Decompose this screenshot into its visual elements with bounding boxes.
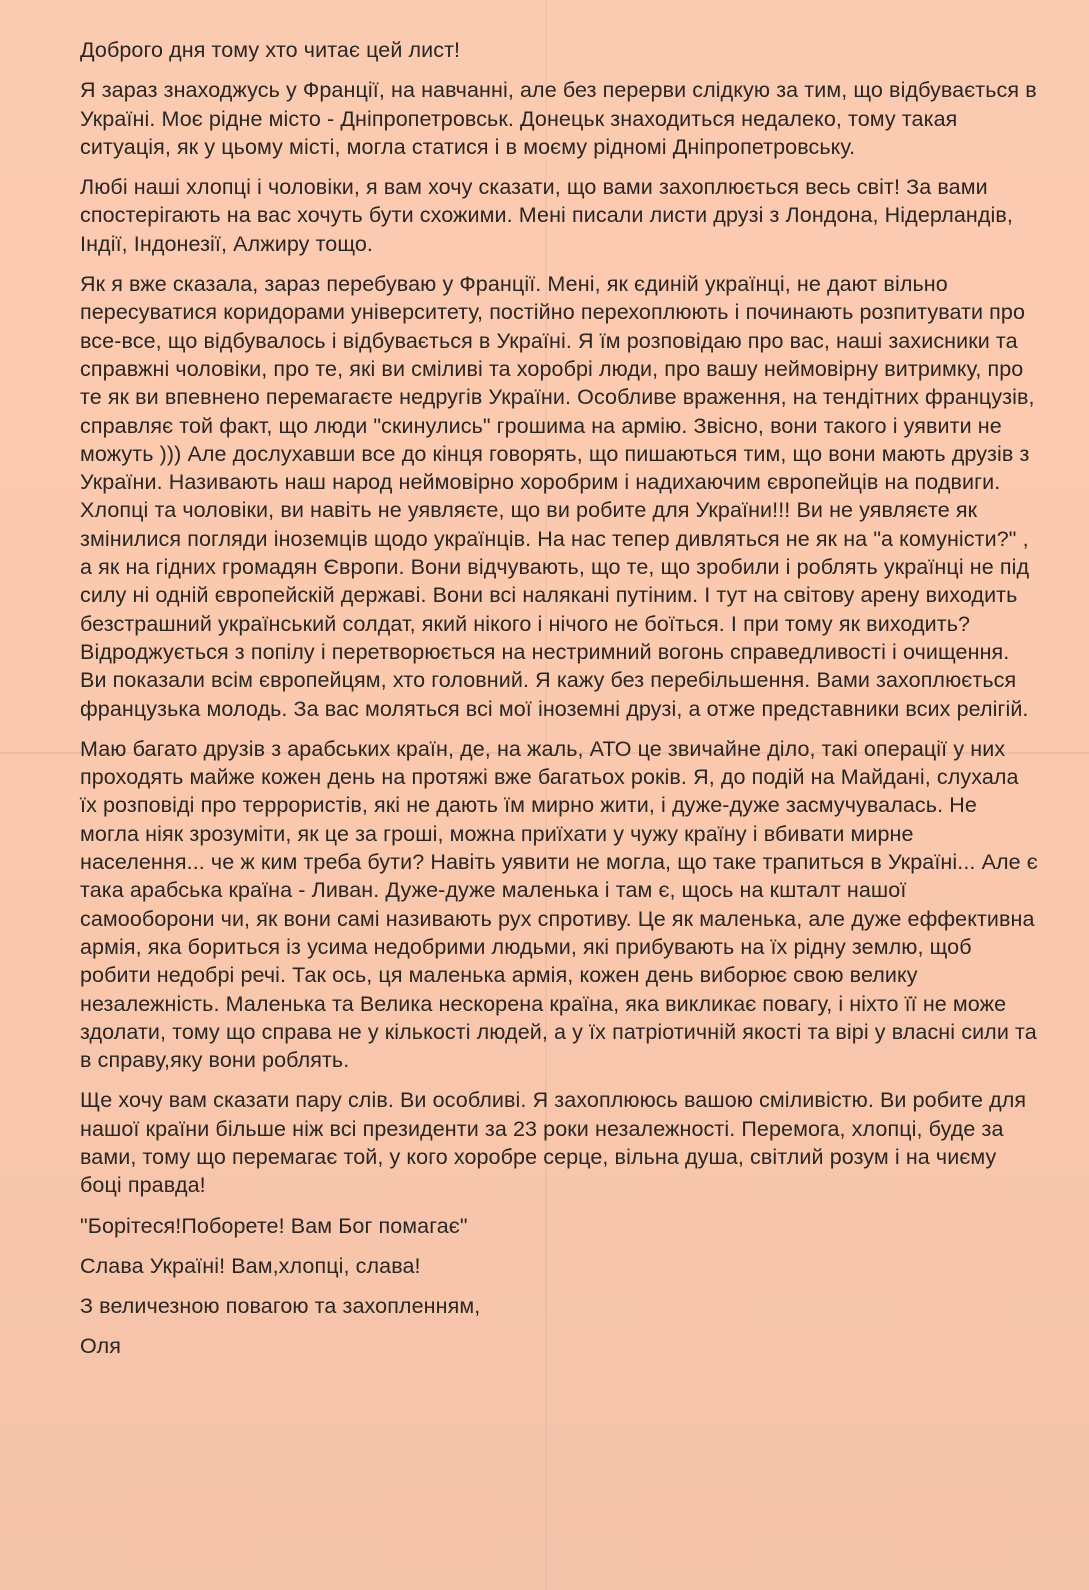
letter-paragraph-3: Як я вже сказала, зараз перебуваю у Франції. Мені, як єдиній українці, не дают вільно пересуватися коридорами університету, постійно перехоплюють і починають розпитувати про все-все, що відбувалось і відбувається в Україні. Я їм розповідаю про вас, наші захисники та справжні чоловіки, про те, які ви сміливі та хоробрі люди, про вашу неймовірну витримку, про те як ви впевнено перемагаєте недругів України. Особливе враження, на тендітних французів, справляє той факт, що люди "скинулись" грошима на армію. Звісно, вони такого і уявити не можуть ))) Але дослухавши все до кінця говорять, що пишаються тим, що вони мають друзів з України. Називають наш народ неймовірно хоробрим і надихаючим європейців на подвиги. Хлопці та чоловіки, ви навіть не уявляєте, що ви робите для України!!! Ви не уявляєте як змінилися погляди іноземців щодо українців. На нас тепер дивляться не як на "а комуністи?" , а як на гідних громадян Європи. Вони відчувають, що те, що зробили і роблять українці не під силу ні одній європейскій державі. Вони всі налякані путіним. І тут на світову арену виходить безстрашний український солдат, який нікого і нічого не боїться. І при тому як виходить? Відроджується з попілу і перетворюється на нестримний вогонь справедливості і очищення. Ви показали всім європейцям, хто головний. Я кажу без перебільшення. Вами захоплюється французька молодь. За вас моляться всі мої іноземні друзі, а отже представники всих релігій. [80,272,1035,721]
letter-paragraph-4: Маю багато друзів з арабських країн, де, на жаль, АТО це звичайне діло, такі операції у них проходять майже кожен день на протяжі вже багатьох років. Я, до подій на Майдані, слухала їх розповіді про террористів, які не дають їм мирно жити, і дуже-дуже засмучувалась. Не могла ніяк зрозуміти, як це за гроші, можна приїхати у чужу країну і вбивати мирне населення... че ж ким треба бути? Навіть уявити не могла, що таке трапиться в Україні... Але є така арабська країна - Ливан. Дуже-дуже маленька і там є, щось на кшталт нашої самооборони чи, як вони самі називають рух спротиву. Це як маленька, але дуже еффективна армія, яка бориться із усима недобрими людьми, які прибувають на їх рідну землю, щоб робити недобрі речі. Так ось, ця маленька армія, кожен день виборює свою велику незалежність. Маленька та Велика нескорена країна, яка викликає повагу, і ніхто її не може здолати, тому що справа не у кількості людей, а у їх патріотичній якості та вірі у власні сили та в справу,яку вони роблять. [80,736,1038,1073]
letter-closing: З величезною повагою та захопленням, [80,1294,481,1319]
letter-greeting: Доброго дня тому хто читає цей лист! [80,38,461,62]
letter-body [80,36,1040,1373]
letter-signature: Оля [80,1334,121,1359]
letter-paragraph-2: Любі наші хлопці і чоловіки, я вам хочу сказати, що вами захоплюється весь світ! За вами спостерігають на вас хочуть бути схожими. Мені писали листи друзі з Лондона, Нідерландів, Індії, Індонезії, Алжиру тощо. [80,175,1014,256]
letter-glory: Слава Україні! Вам,хлопці, слава! [80,1253,421,1278]
letter-paragraph-5: Ще хочу вам сказати пару слів. Ви особливі. Я захоплююсь вашою сміливістю. Ви робите для нашої країни більше ніж всі президенти за 23 роки незалежності. Перемога, хлопці, буде за вами, тому що перемагає той, у кого хоробре серце, вільна душа, світлий розум і на чиєму боці правда! [80,1088,1027,1198]
letter-paragraph-1: Я зараз знаходжусь у Франції, на навчанні, але без перерви слідкую за тим, що відбувається в Україні. Моє рідне місто - Дніпропетровськ. Донецьк знаходиться недалеко, тому такая ситуація, як у цьому місті, могла статися і в моєму рідномі Дніпропетровську. [80,78,1037,159]
letter-quote: "Борітеся!Поборете! Вам Бог помагає" [80,1213,468,1238]
